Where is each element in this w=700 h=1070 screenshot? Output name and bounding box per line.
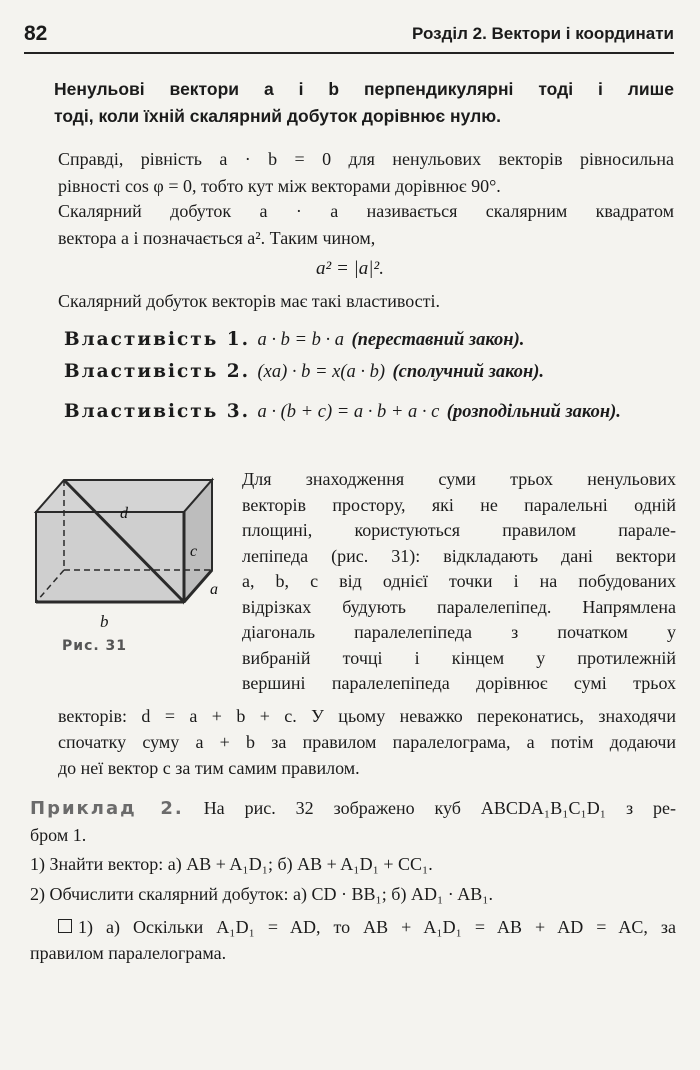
property-3 [64,398,676,426]
example-intro-cont: бром 1. [30,825,87,845]
parallelepiped-rule-text [242,467,676,697]
wrap-line: векторів простору, які не паралельні одній [242,494,676,515]
page-header [24,22,674,50]
wrap-line: a, b, c від однієї точки і на побудованих [242,571,676,591]
full-line: векторів: d = a + b + c. У цьому неважко переконатись, знаходячи [58,706,676,726]
property-2-formula: (xa) · b = x(a · b) [257,362,386,382]
wrap-line: лепіпеда (рис. 31): відкладають дані вектори [242,545,676,566]
label-a: a [210,581,218,598]
property-2-name: (сполучний закон). [392,362,545,382]
label-c: c [190,543,198,560]
theorem-line-1: Ненульові вектори a і b перпендикулярні тоді і лише [54,79,674,99]
wrap-line: Для знаходження суми трьох ненульових [242,469,676,489]
page-number: 82 [24,22,48,45]
wrap-line: діагональ паралелепіпеда з початком у [242,622,676,642]
property-3-name: (розподільний закон). [446,402,621,422]
theorem [54,76,674,130]
example-intro: На рис. 32 зображено куб ABCDA₁B₁C₁D₁ з ре- [203,798,677,818]
solution-start-icon [58,919,72,933]
property-3-label: Властивість 3. [64,401,251,422]
paragraph-2-line-1: Скалярний добуток a · a називається скалярним квадратом [58,201,674,221]
paragraph-1-line-1: Справді, рівність a · b = 0 для ненульових векторів рівносильна [58,149,674,169]
wrap-line: вершині паралелепіпеда дорівнює сумі трьох [242,673,676,693]
full-line: спочатку суму a + b за правилом паралелограма, а потім додаючи [58,732,676,752]
property-3-formula: a · (b + c) = a · b + a · c [257,402,440,422]
property-1-name: (переставний закон). [351,330,525,350]
paragraph-scalar-square [58,198,674,252]
wrap-line: площині, користуються правилом парале- [242,520,676,540]
theorem-line-2: тоді, коли їхній скалярний добуток дорівнює нулю. [54,106,502,126]
parallelepiped-rule-continuation [58,703,676,781]
property-2-label: Властивість 2. [64,361,251,382]
solution [58,914,676,940]
label-d: d [120,505,128,522]
wrap-line: вибраній точці і кінцем у протилежній [242,647,676,668]
example-label: Приклад 2. [30,798,184,819]
paragraph-properties-intro: Скалярний добуток векторів має такі властивості. [58,291,441,311]
full-line: до неї вектор c за тим самим правилом. [58,758,360,778]
example-2 [30,795,676,848]
header-rule [24,52,674,54]
paragraph-1-line-2: рівності cos φ = 0, тобто кут між векторами дорівнює 90°. [58,176,501,196]
task-2: 2) Обчислити скалярний добуток: а) CD · BB₁; б) AD₁ · AB₁. [30,884,494,904]
parallelepiped-figure [24,470,224,605]
figure-caption: Рис. 31 [62,638,128,654]
property-2 [64,358,676,386]
label-b: b [100,612,109,631]
formula-scalar-square [0,258,700,280]
section-title: Розділ 2. Вектори і координати [412,24,674,43]
property-1 [64,326,676,354]
solution-line-1: 1) а) Оскільки A₁D₁ = AD, то AB + A₁D₁ = AB + AD = AC, за [78,917,676,937]
property-1-formula: a · b = b · a [257,330,344,350]
formula-text: a² = |a|². [316,258,384,279]
paragraph-perpendicular [58,146,674,200]
wrap-line: відрізках будують паралелепіпед. Напрямлена [242,596,676,617]
paragraph-2-line-2: вектора a і позначається a². Таким чином, [58,228,376,248]
solution-line-2: правилом паралелограма. [30,943,227,963]
task-1: 1) Знайти вектор: а) AB + A₁D₁; б) AB + A₁D₁ + CC₁. [30,854,433,874]
property-1-label: Властивість 1. [64,329,251,350]
